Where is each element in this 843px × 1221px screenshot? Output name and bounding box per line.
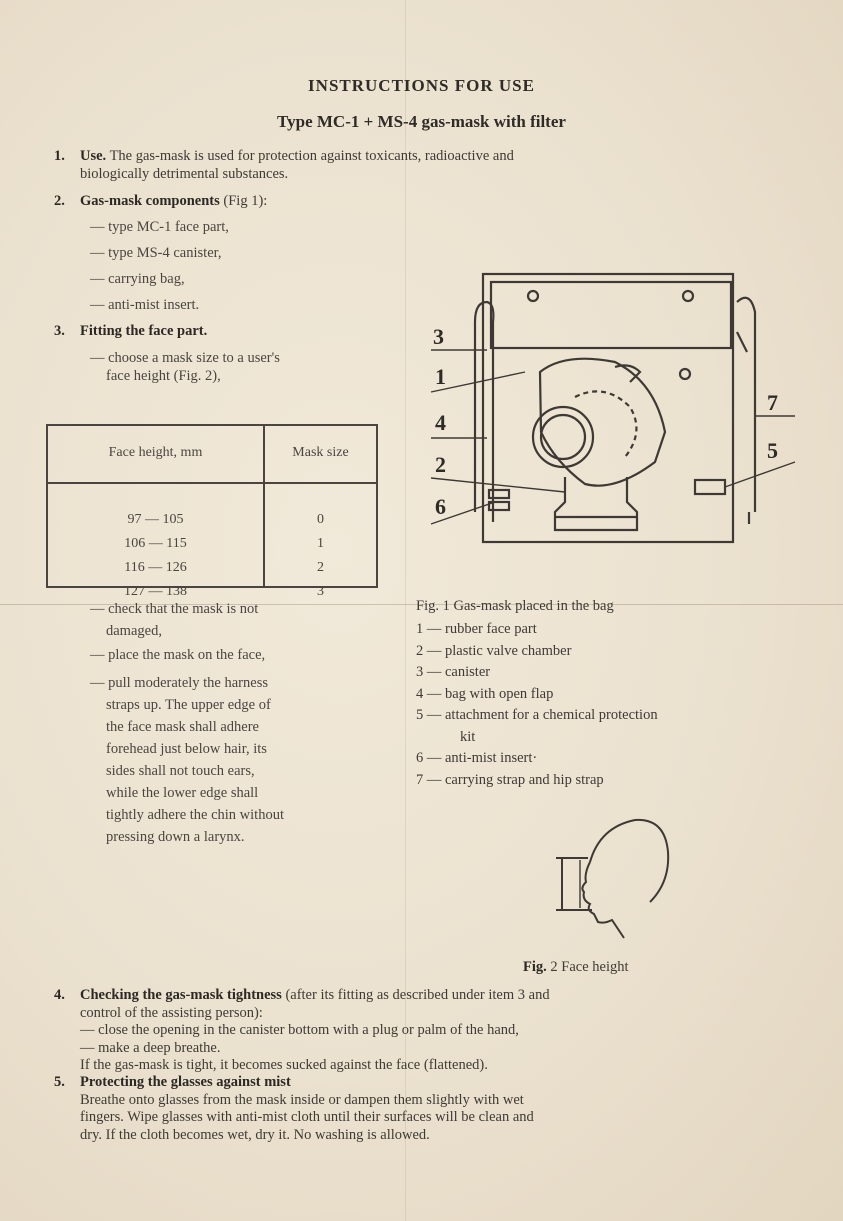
gas-mask-bag-illustration	[415, 262, 835, 552]
legend-item: 3 — canister	[416, 664, 491, 680]
step-line: — pull moderately the harness	[90, 675, 268, 691]
bag-flap	[491, 282, 731, 348]
legend-text: bag with open flap	[445, 685, 554, 702]
section-number: 1.	[54, 148, 65, 164]
fitting-steps	[90, 672, 390, 848]
legend-item: 4 — bag with open flap	[416, 685, 554, 702]
leader-line	[725, 462, 795, 487]
legend-item: 5 — attachment for a chemical protection	[416, 707, 658, 723]
fig2-caption	[523, 959, 629, 976]
fig2-label: Fig.	[523, 959, 547, 975]
section-number: 5.	[54, 1074, 65, 1090]
legend-text: carrying strap and hip strap	[445, 771, 604, 788]
button-icon	[528, 291, 538, 301]
bag-outline	[483, 274, 733, 542]
section-heading: Protecting the glasses against mist	[80, 1074, 291, 1090]
legend-item: 2 — plastic valve chamber	[416, 642, 572, 659]
section-heading: Fitting the face part.	[80, 323, 208, 339]
section-fitting	[54, 322, 207, 340]
fig1-legend	[416, 619, 796, 791]
table-header: Mask size	[265, 424, 376, 483]
legend-number: 5	[416, 707, 424, 723]
section-number: 2.	[54, 193, 65, 209]
fitting-instruction: face height (Fig. 2),	[106, 368, 221, 384]
component-item: — type MC-1 face part,	[90, 219, 229, 235]
callout-label: 2	[435, 452, 446, 477]
legend-item: 6 — anti-mist insert·	[416, 750, 538, 766]
legend-text: kit	[460, 728, 476, 745]
face-height-cell: 97 — 105	[127, 512, 184, 527]
mask-size-cell: 1	[317, 536, 324, 551]
face-profile	[582, 862, 624, 938]
callout-label: 7	[767, 390, 778, 415]
button-icon	[683, 291, 693, 301]
legend-text: anti-mist insert·	[445, 750, 538, 766]
step-line: straps up. The upper edge of	[106, 697, 271, 713]
face-height-cell: 116 — 126	[124, 560, 187, 575]
section-text: — make a deep breathe.	[80, 1039, 221, 1056]
section-heading: Use.	[80, 148, 107, 164]
head-harness-drawing	[575, 391, 636, 457]
table-row	[46, 532, 376, 556]
callout-label: 4	[435, 410, 446, 435]
strap-buckle	[737, 332, 747, 352]
legend-item: 1 — rubber face part	[416, 621, 537, 637]
mask-size-cell: 3	[317, 584, 324, 599]
legend-number: 6	[416, 750, 424, 766]
face-height-cell: 106 — 115	[124, 536, 187, 551]
fitting-steps	[90, 598, 390, 642]
step-line: — place the mask on the face,	[90, 647, 266, 663]
eyepiece-inner	[541, 415, 585, 459]
legend-text: attachment for a chemical protection	[445, 707, 658, 723]
component-item: — anti-mist insert.	[90, 297, 200, 313]
step-line: damaged,	[106, 623, 162, 639]
attachment-drawing	[695, 480, 725, 494]
fig2-caption-text: Face height	[561, 959, 629, 975]
section-number: 3.	[54, 323, 65, 339]
section-mist	[54, 1074, 794, 1144]
section-text: control of the assisting person):	[80, 1004, 263, 1021]
section-text: biologically detrimental substances.	[80, 166, 289, 182]
legend-text: plastic valve chamber	[445, 642, 572, 659]
step-line: — check that the mask is not	[90, 601, 259, 617]
legend-number: 7	[416, 771, 424, 788]
step-line: while the lower edge shall	[106, 785, 259, 801]
component-item: — carrying bag,	[90, 271, 185, 287]
fig2-number: 2	[550, 959, 558, 975]
figure-reference: (Fig 1):	[223, 193, 268, 209]
table-row	[46, 556, 376, 580]
head-outline	[590, 820, 668, 902]
harness-top	[615, 365, 640, 382]
table-row	[46, 508, 376, 532]
section-text: fingers. Wipe glasses with anti-mist cloth until their surfaces will be clean and	[80, 1109, 534, 1125]
page-title: INSTRUCTIONS FOR USE	[308, 76, 535, 95]
callout-label: 5	[767, 438, 778, 463]
legend-number: 1	[416, 621, 424, 637]
size-table	[46, 424, 376, 604]
section-text: If the gas-mask is tight, it becomes sucked against the face (flattened).	[80, 1057, 488, 1073]
legend-number: 3	[416, 664, 424, 680]
callout-label: 1	[435, 364, 446, 389]
section-text: — close the opening in the canister bottom with a plug or palm of the hand,	[80, 1022, 519, 1038]
section-heading: Checking the gas-mask tightness	[80, 987, 282, 1003]
step-line: pressing down a larynx.	[106, 829, 245, 845]
section-text: dry. If the cloth becomes wet, dry it. No washing is allowed.	[80, 1126, 430, 1143]
step-line: forehead just below hair, its	[106, 741, 267, 757]
table-header: Face height, mm	[46, 424, 265, 483]
step-line: tightly adhere the chin without	[106, 807, 284, 823]
section-use	[54, 147, 794, 183]
button-icon	[680, 369, 690, 379]
fig1-caption: Fig. 1 Gas-mask placed in the bag	[416, 598, 614, 614]
section-text: The gas-mask is used for protection against toxicants, radioactive and	[109, 148, 514, 164]
face-height-cell: 127 — 138	[124, 584, 187, 599]
section-tightness	[54, 987, 794, 1075]
section-number: 4.	[54, 987, 65, 1003]
legend-number: 4	[416, 685, 424, 702]
callout-label: 6	[435, 494, 446, 519]
fitting-instruction: — choose a mask size to a user's	[90, 350, 280, 366]
legend-text: canister	[445, 664, 491, 680]
section-components	[54, 192, 404, 210]
mask-size-cell: 2	[317, 560, 324, 575]
step-line: the face mask shall adhere	[106, 719, 259, 735]
face-height-illustration	[540, 812, 680, 942]
mask-size-cell: 0	[317, 512, 324, 527]
callout-label: 3	[433, 324, 444, 349]
section-heading: Gas-mask components	[80, 193, 220, 209]
legend-number: 2	[416, 642, 424, 659]
page-subtitle: Type MC-1 + MS-4 gas-mask with filter	[277, 112, 566, 131]
legend-text: rubber face part	[445, 621, 537, 637]
section-text: (after its fitting as described under item 3 and	[285, 987, 550, 1003]
section-text: Breathe onto glasses from the mask inside or dampen them slightly with wet	[80, 1091, 524, 1108]
step-line: sides shall not touch ears,	[106, 763, 255, 779]
legend-item: 7 — carrying strap and hip strap	[416, 771, 604, 788]
component-item: — type MS-4 canister,	[90, 245, 222, 261]
